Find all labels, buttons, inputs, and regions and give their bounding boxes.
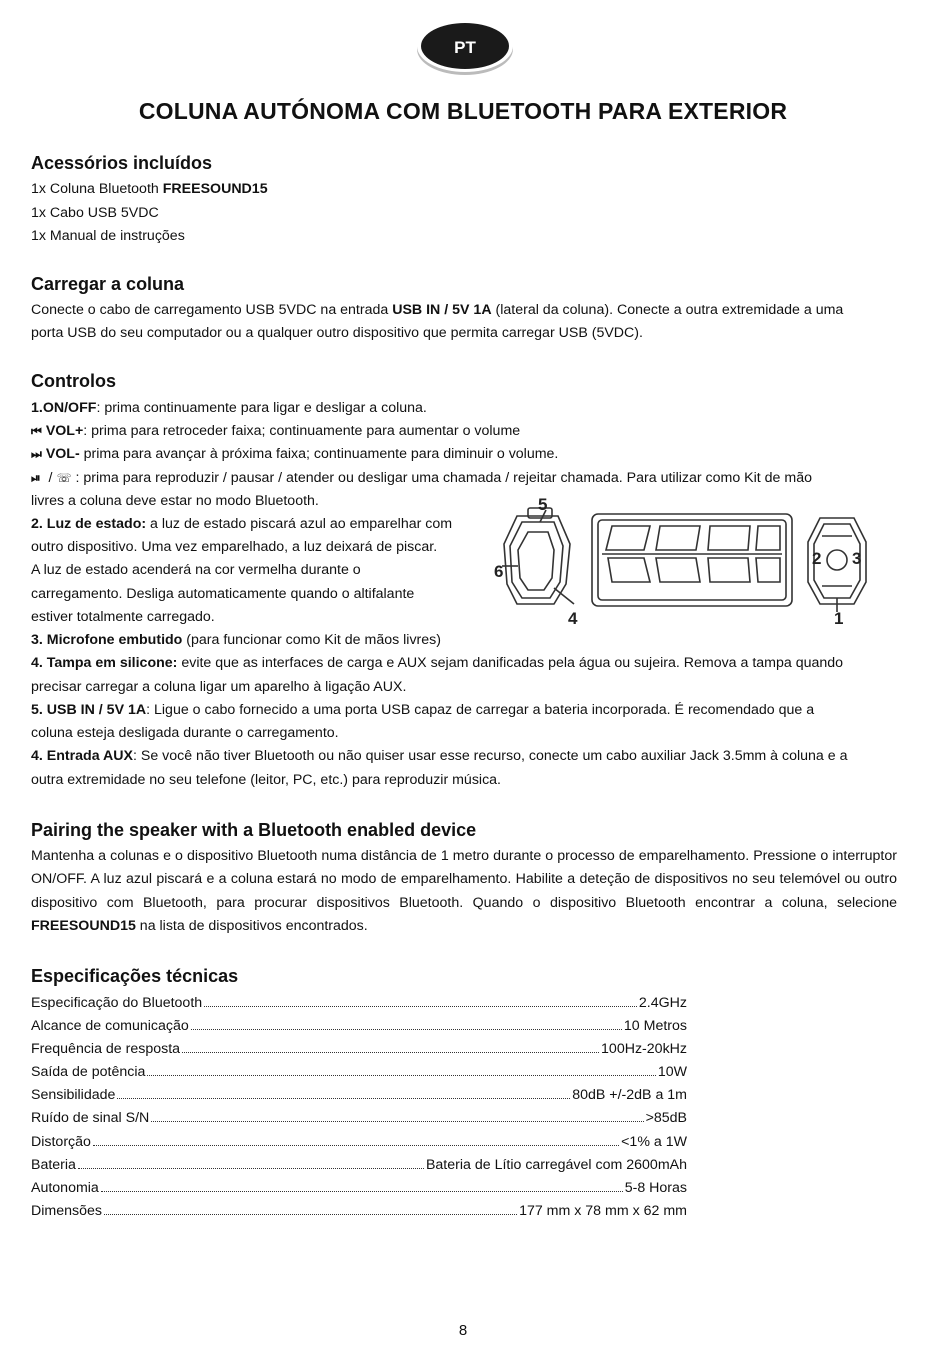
control-aux: 4. Entrada AUX: Se você não tiver Bluetooth ou não quiser usar esse recurso, conecte um cabo auxiliar Jack 3.5mm à coluna e a xyxy=(31,748,848,764)
next-track-icon: ⏭ xyxy=(31,447,42,461)
accessory-item: 1x Cabo USB 5VDC xyxy=(31,205,159,221)
control-cap: 4. Tampa em silicone: evite que as interfaces de carga e AUX sejam danificadas pela água ou sujeira. Remova a tampa quando xyxy=(31,655,844,671)
control-onoff: 1.ON/OFF: prima continuamente para ligar e desligar a coluna. xyxy=(31,400,427,416)
control-cap: precisar carregar a coluna ligar um aparelho à ligação AUX. xyxy=(31,679,407,695)
diagram-label-4: 4 xyxy=(568,609,578,628)
diagram-label-3: 3 xyxy=(852,549,862,568)
accessory-item: 1x Coluna Bluetooth FREESOUND15 xyxy=(31,181,268,197)
control-play: livres a coluna deve estar no modo Bluetooth. xyxy=(31,493,319,509)
control-led: carregamento. Desliga automaticamente quando o altifalante xyxy=(31,586,415,602)
spec-row: Especificação do Bluetooth 2.4GHz xyxy=(31,995,687,1011)
spec-row: Dimensões 177 mm x 78 mm x 62 mm xyxy=(31,1203,687,1219)
control-led: A luz de estado acenderá na cor vermelha durante o xyxy=(31,562,361,578)
spec-row: Sensibilidade 80dB +/-2dB a 1m xyxy=(31,1087,687,1103)
diagram-label-2: 2 xyxy=(812,549,822,568)
control-aux: outra extremidade no seu telefone (leitor, PC, etc.) para reproduzir música. xyxy=(31,772,501,788)
control-vol-minus: ⏭ VOL- prima para avançar à próxima faixa; continuamente para diminuir o volume. xyxy=(31,446,559,462)
spec-row: Alcance de comunicação 10 Metros xyxy=(31,1018,687,1034)
spec-row: Frequência de resposta 100Hz-20kHz xyxy=(31,1041,687,1057)
control-play: ⏯ / ☏ : prima para reproduzir / pausar / atender ou desligar uma chamada / rejeitar chamada. Para utilizar como Kit de mão xyxy=(31,470,812,486)
charge-heading: Carregar a coluna xyxy=(31,274,185,294)
speaker-diagram xyxy=(462,494,882,630)
accessory-item: 1x Manual de instruções xyxy=(31,228,185,244)
control-vol-plus: ⏮ VOL+: prima para retroceder faixa; continuamente para aumentar o volume xyxy=(31,423,521,439)
play-pause-icon: ⏯ xyxy=(31,471,41,485)
specs-heading: Especificações técnicas xyxy=(31,966,239,986)
accessories-heading: Acessórios incluídos xyxy=(31,153,213,173)
diagram-label-1: 1 xyxy=(834,609,844,628)
speaker-front-view xyxy=(592,514,792,606)
page-number: 8 xyxy=(458,1322,468,1339)
charge-text: porta USB do seu computador ou a qualquer outro dispositivo que permita carregar USB (5VDC). xyxy=(31,325,643,341)
previous-track-icon: ⏮ xyxy=(31,424,42,438)
page-title: COLUNA AUTÓNOMA COM BLUETOOTH PARA EXTERIOR xyxy=(138,98,788,124)
spec-row: Ruído de sinal S/N >85dB xyxy=(31,1110,687,1126)
charge-text: Conecte o cabo de carregamento USB 5VDC na entrada USB IN / 5V 1A (lateral da coluna). Conecte a outra extremidade a uma xyxy=(31,302,844,318)
pairing-heading: Pairing the speaker with a Bluetooth enabled device xyxy=(31,820,477,840)
control-usb: coluna esteja desligada durante o carregamento. xyxy=(31,725,339,741)
language-badge xyxy=(415,18,515,76)
control-led: 2. Luz de estado: a luz de estado piscará azul ao emparelhar com xyxy=(31,516,453,532)
spec-row: Saída de potência 10W xyxy=(31,1064,687,1080)
diagram-label-6: 6 xyxy=(494,562,504,581)
speaker-side-view-left xyxy=(502,508,574,604)
control-mic: 3. Microfone embutido (para funcionar como Kit de mãos livres) xyxy=(31,632,441,648)
spec-row: Distorção <1% a 1W xyxy=(31,1134,687,1150)
pairing-text: Mantenha a colunas e o dispositivo Bluetooth numa distância de 1 metro durante o processo de emparelhamento. Pressione o interruptor ON/OFF. A luz azul piscará e a coluna estará no modo de emparelhamento. Habilite a deteção de dispositivos no seu telemóvel ou outro dispositivo com Bluetooth, para procurar dispositivos Bluetooth. Quando o dispositivo Bluetooth encontrar a coluna, selecione FREESOUND15 na lista de dispositivos encontrados. xyxy=(31,848,897,934)
language-badge-label: PT xyxy=(454,38,476,57)
spec-row: Bateria Bateria de Lítio carregável com 2600mAh xyxy=(31,1157,687,1173)
phone-icon: ☏ xyxy=(56,471,72,485)
control-led: outro dispositivo. Uma vez emparelhado, a luz deixará de piscar. xyxy=(31,539,438,555)
control-usb: 5. USB IN / 5V 1A: Ligue o cabo fornecido a uma porta USB capaz de carregar a bateria incorporada. É recomendado que a xyxy=(31,702,815,718)
controls-heading: Controlos xyxy=(31,371,116,391)
control-led: estiver totalmente carregado. xyxy=(31,609,215,625)
spec-row: Autonomia 5-8 Horas xyxy=(31,1180,687,1196)
diagram-label-5: 5 xyxy=(538,495,548,514)
